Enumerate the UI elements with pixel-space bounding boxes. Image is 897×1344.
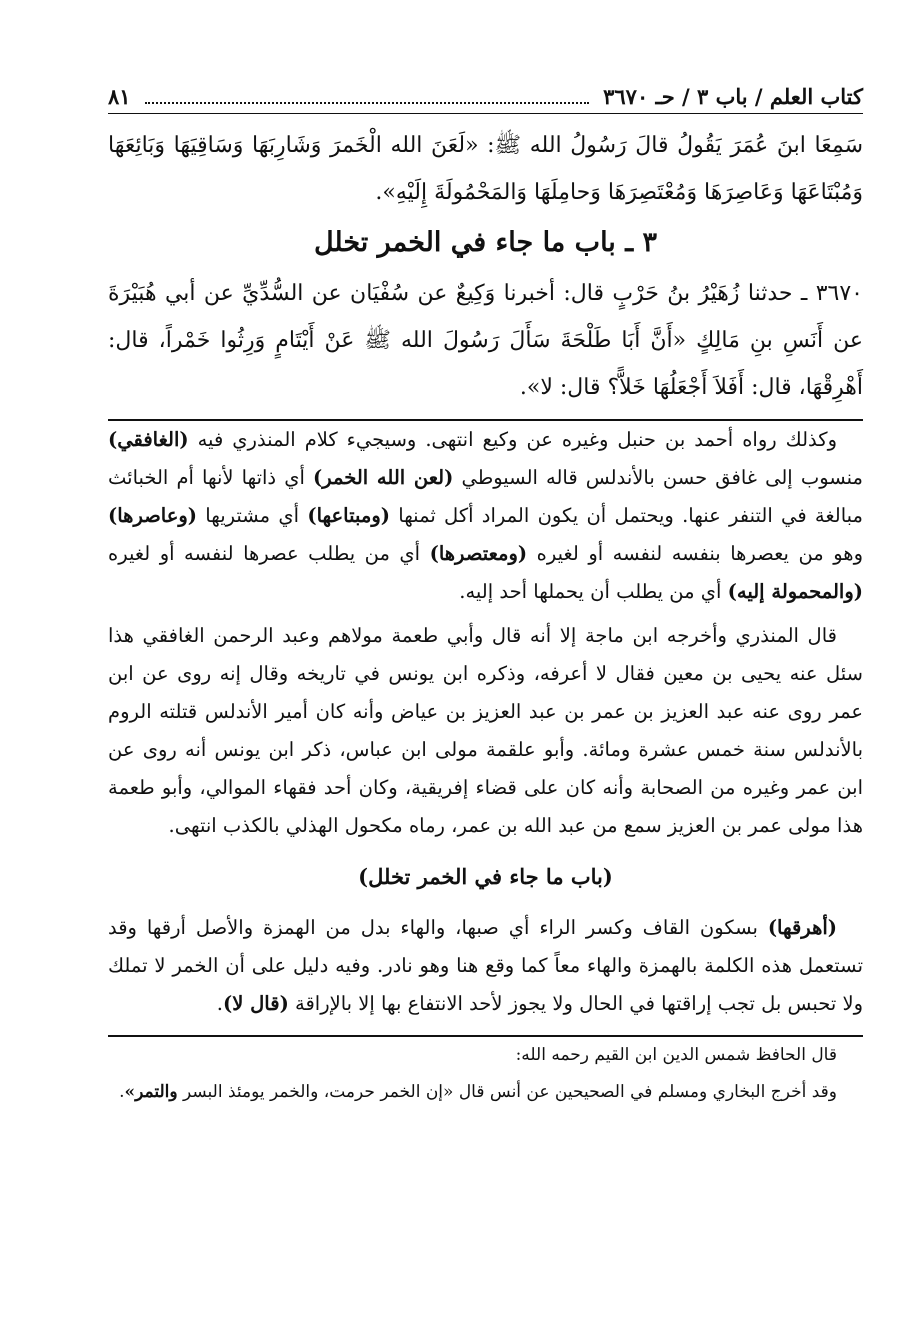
commentary-text: أي مشتريها xyxy=(197,504,308,527)
running-head xyxy=(108,84,863,114)
footnote xyxy=(108,1037,863,1111)
footnote-line-2 xyxy=(108,1074,863,1111)
commentary-text: . xyxy=(216,992,223,1015)
page-number: ٨١ xyxy=(108,84,131,109)
leader-dots xyxy=(145,102,590,104)
commentary-keyword: (وعاصرها) xyxy=(108,504,197,527)
commentary-chapter-title: (باب ما جاء في الخمر تخلل) xyxy=(358,864,613,889)
footnote-line-1: قال الحافظ شمس الدين ابن القيم رحمه الله: xyxy=(515,1045,837,1065)
commentary xyxy=(108,421,863,1023)
commentary-keyword: (أهرقها) xyxy=(767,916,837,939)
commentary-text: وهو من يعصرها بنفسه لنفسه أو لغيره xyxy=(527,542,864,565)
commentary-text: أي من يطلب أن يحملها أحد إليه. xyxy=(459,580,728,603)
running-head-title: كتاب العلم / باب ٣ / حـ ٣٦٧٠ xyxy=(603,84,863,109)
chapter-title: ٣ ـ باب ما جاء في الخمر تخلل xyxy=(313,227,658,258)
commentary-paragraph-3 xyxy=(108,909,863,1023)
commentary-text: أي من يطلب عصرها لنفسه أو لغيره xyxy=(108,542,430,565)
commentary-keyword: (قال لا) xyxy=(223,992,289,1015)
footnote-text: وقد أخرج البخاري ومسلم في الصحيحين عن أنس قال «إن الخمر حرمت، والخمر يومئذ البسر xyxy=(177,1082,837,1102)
commentary-text: وكذلك رواه أحمد بن حنبل وغيره عن وكيع انتهى. وسيجيء كلام المنذري فيه xyxy=(188,428,837,451)
commentary-text: منسوب إلى غافق حسن بالأندلس قاله السيوطي xyxy=(453,466,863,489)
commentary-paragraph-2: قال المنذري وأخرجه ابن ماجة إلا أنه قال وأبي طعمة مولاهم وعبد الرحمن الغافقي هذا سئل عنه يحيى بن معين فقال لا أعرفه، وذكره ابن يونس في تاريخه وقال إنه روى عن ابن عمر روى عنه عبد العزيز بن عمر بن عبد العزيز بن عياض وأنه كان أمير الأندلس قتلته الروم بالأندلس سنة خمس عشرة ومائة. وأبو علقمة مولى ابن عباس، ذكر ابن يونس أنه روى عن ابن عمر وغيره من الصحابة وأنه كان على قضاء إفريقية، وكان أحد فقهاء الموالي، وأبو طعمة هذا مولى عمر بن العزيز سمع من عبد الله بن عمر، رماه مكحول الهذلي بالكذب انتهى. xyxy=(108,624,863,837)
commentary-keyword: (لعن الله الخمر) xyxy=(313,466,454,489)
hadith-continuation: سَمِعَا ابنَ عُمَرَ يَقُولُ قالَ رَسُولُ الله ﷺ: «لَعَنَ الله الْخَمرَ وَشَارِبَهَا وَسَاقِيَهَا وَبَائِعَهَا وَمُبْتَاعَهَا وَعَاصِرَهَا وَمُعْتَصِرَهَا وَحامِلَهَا وَالمَحْمُولَةَ إِلَيْهِ». xyxy=(108,133,863,205)
commentary-paragraph-1 xyxy=(108,421,863,611)
commentary-text: بسكون القاف وكسر الراء أي صبها، والهاء بدل من الهمزة والأصل أرقها وقد تستعمل هذه الكلمة بالهمزة والهاء معاً كما وقع هنا وهو نادر. وفيه دليل على أن الخمر لا تملك ولا تحبس بل تجب إراقتها في الحال ولا يجوز لأحد الانتفاع بها إلا بالإراقة xyxy=(108,916,863,1015)
commentary-keyword: (ومبتاعها) xyxy=(307,504,390,527)
commentary-keyword: (والمحمولة إليه) xyxy=(727,580,863,603)
footnote-text: . xyxy=(119,1082,125,1102)
commentary-keyword: (ومعتصرها) xyxy=(429,542,528,565)
book-page xyxy=(108,84,863,1111)
footnote-keyword: والتمر» xyxy=(124,1082,178,1102)
commentary-keyword: (الغافقي) xyxy=(108,428,189,451)
commentary-text: أي ذاتها لأنها أم الخبائث مبالغة في التنفر عنها. ويحتمل أن يكون المراد أكل ثمنها xyxy=(108,466,863,527)
hadith-3670: ٣٦٧٠ ـ حدثنا زُهَيْرُ بنُ حَرْبٍ قال: أخبرنا وَكِيعٌ عن سُفْيَان عن السُّدِّيِّ عن أبي هُبَيْرَةَ عن أَنَسِ بنِ مَالِكٍ «أَنَّ أَبَا طَلْحَةَ سَأَلَ رَسُولَ الله ﷺ عَنْ أَيْتَامٍ وَرِثُوا خَمْراً، قال: أَهْرِقْهَا، قال: أَفَلاَ أَجْعَلُهَا خَلاًّ؟ قال: لا». xyxy=(108,281,863,400)
